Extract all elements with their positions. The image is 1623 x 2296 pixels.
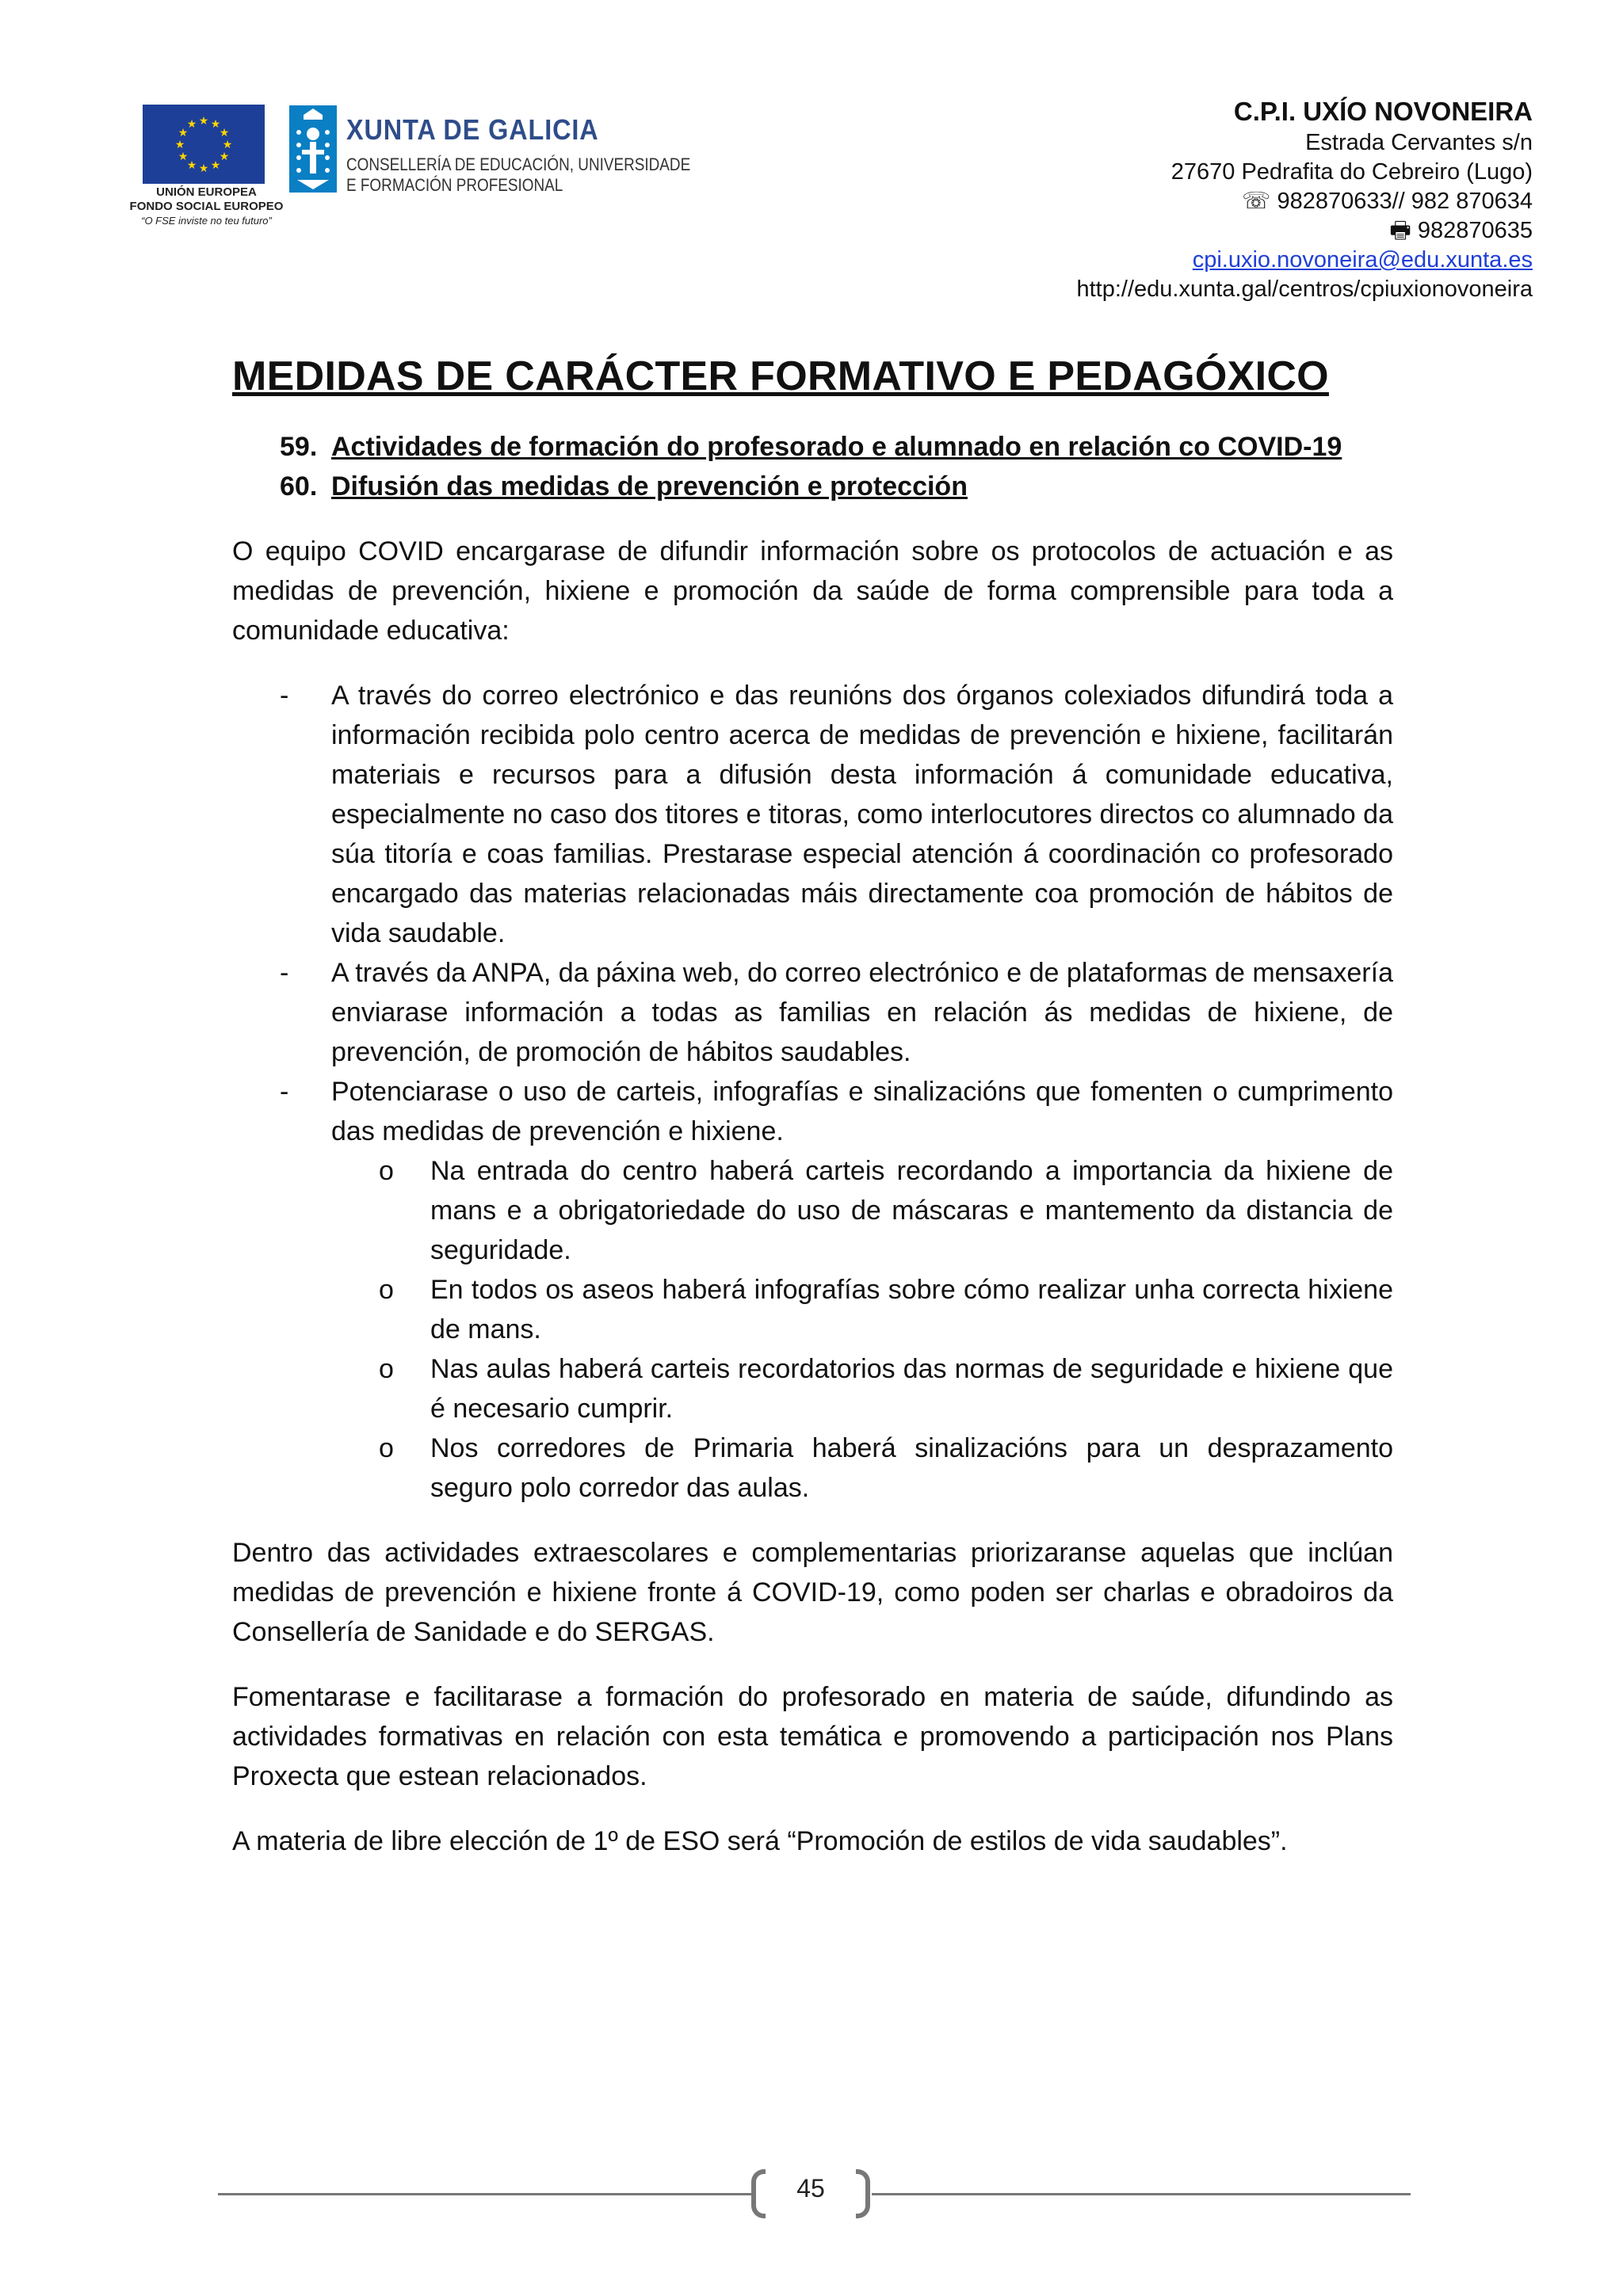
dash-list — [232, 676, 1393, 1508]
page-title: MEDIDAS DE CARÁCTER FORMATIVO E PEDAGÓXICO — [232, 353, 1329, 399]
footer-rule-left — [218, 2193, 751, 2195]
xunta-logo — [289, 105, 733, 200]
dash-list-item — [232, 676, 1393, 953]
sub-list-item — [331, 1151, 1393, 1270]
school-name: C.P.I. UXÍO NOVONEIRA — [1233, 97, 1533, 126]
paragraph-elective-subject: A materia de libre elección de 1º de ESO será “Promoción de estilos de vida saudables”. — [232, 1826, 1288, 1856]
dash-marker: - — [280, 681, 289, 711]
numbered-item — [232, 427, 1393, 467]
svg-text:★: ★ — [178, 151, 189, 163]
xunta-title: XUNTA DE GALICIA — [346, 113, 599, 146]
xunta-subtitle-line2: E FORMACIÓN PROFESIONAL — [346, 175, 563, 195]
school-website: http://edu.xunta.gal/centros/cpiuxionovoneira — [1076, 277, 1533, 302]
school-fax: 🖶 982870635 — [1389, 218, 1533, 243]
sub-list-item — [331, 1349, 1393, 1428]
footer-bracket-right — [856, 2169, 870, 2218]
footer-bracket-left — [751, 2169, 766, 2218]
xunta-subtitle-line1: CONSELLERÍA DE EDUCACIÓN, UNIVERSIDADE — [346, 154, 691, 174]
school-address-line1: Estrada Cervantes s/n — [1305, 130, 1533, 155]
school-phone: ☏ 982870633// 982 870634 — [1242, 189, 1533, 214]
sub-bullet-list — [331, 1151, 1393, 1508]
svg-text:★: ★ — [219, 127, 230, 139]
svg-text:★: ★ — [198, 115, 209, 128]
document-body — [232, 353, 1393, 1861]
school-email-link[interactable]: cpi.uxio.novoneira@edu.xunta.es — [1192, 247, 1533, 273]
sub-item-text: En todos os aseos haberá infografías sobre cómo realizar unha correcta hixiene de mans. — [430, 1275, 1393, 1344]
paragraph-teacher-training: Fomentarase e facilitarase a formación do profesorado en materia de saúde, difundindo as actividades formativas en relación con esta temática e promovendo a participación nos Plans Proxecta que estean relacionados. — [232, 1682, 1393, 1791]
item-heading: Difusión das medidas de prevención e protección — [331, 471, 968, 502]
item-heading: Actividades de formación do profesorado e alumnado en relación co COVID-19 — [331, 432, 1342, 462]
sub-item-text: Na entrada do centro haberá carteis recordando a importancia da hixiene de mans e a obrigatoriedade do uso de máscaras e mantemento da distancia de seguridade. — [430, 1156, 1393, 1265]
svg-text:★: ★ — [186, 159, 197, 172]
svg-text:★: ★ — [178, 127, 189, 139]
svg-text:★: ★ — [210, 118, 221, 131]
dash-marker: - — [280, 958, 289, 988]
school-contact-block — [1076, 95, 1533, 304]
dash-list-item — [232, 1072, 1393, 1508]
svg-text:★: ★ — [174, 139, 185, 151]
eu-logo-text-line1: UNIÓN EUROPEA — [156, 185, 257, 199]
item-number: 59. — [280, 432, 318, 462]
dash-item-text: Potenciarase o uso de carteis, infografías e sinalizacións que fomenten o cumprimento das medidas de prevención e hixiene. — [331, 1077, 1393, 1146]
numbered-item — [232, 467, 1393, 506]
eu-fse-logo — [125, 101, 288, 228]
school-address-line2: 27670 Pedrafita do Cebreiro (Lugo) — [1170, 159, 1533, 185]
eu-flag-icon — [143, 105, 265, 184]
dash-marker: - — [280, 1077, 289, 1107]
sub-list-item — [331, 1270, 1393, 1349]
galicia-emblem-icon — [289, 105, 337, 193]
sub-bullet-marker: o — [379, 1433, 394, 1463]
sub-list-item — [331, 1428, 1393, 1508]
svg-text:★: ★ — [219, 151, 230, 163]
paragraph-activities: Dentro das actividades extraescolares e complementarias priorizaranse aquelas que inclúan medidas de prevención e hixiene fronte á COVID-19, como poden ser charlas e obradoiros da Consellería de Sanidade e do SERGAS. — [232, 1538, 1393, 1647]
svg-text:★: ★ — [210, 159, 221, 172]
dash-list-item — [232, 953, 1393, 1072]
svg-text:★: ★ — [186, 118, 197, 131]
item-number: 60. — [280, 471, 318, 502]
sub-item-text: Nas aulas haberá carteis recordatorios das normas de seguridade e hixiene que é necesario cumprir. — [430, 1354, 1393, 1424]
footer-rule-right — [872, 2193, 1411, 2195]
page-number: 45 — [796, 2174, 825, 2203]
sub-bullet-marker: o — [379, 1354, 394, 1384]
dash-item-text: A través da ANPA, da páxina web, do correo electrónico e de plataformas de mensaxería enviarase información a todas as familias en relación ás medidas de hixiene, de prevención, de promoción de hábitos saudables. — [331, 958, 1393, 1067]
sub-bullet-marker: o — [379, 1156, 394, 1186]
eu-logo-text-line2: FONDO SOCIAL EUROPEO — [129, 200, 284, 213]
sub-bullet-marker: o — [379, 1275, 394, 1305]
sub-item-text: Nos corredores de Primaria haberá sinalizacións para un desprazamento seguro polo corredor das aulas. — [430, 1433, 1393, 1503]
svg-text:★: ★ — [198, 162, 209, 175]
svg-text:★: ★ — [222, 139, 233, 151]
eu-logo-slogan: “O FSE inviste no teu futuro” — [141, 215, 272, 227]
dash-item-text: A través do correo electrónico e das reunións dos órganos colexiados difundirá toda a información recibida polo centro acerca de medidas de prevención e hixiene, facilitarán materiais e recursos para a difusión desta información á comunidade educativa, especialmente no caso dos titores e titoras, como interlocutores directos co alumnado da súa titoría e coas familias. Prestarase especial atención á coordinación co profesorado encargado das materias relacionadas máis directamente coa promoción de hábitos de vida saudable. — [331, 681, 1393, 948]
intro-paragraph: O equipo COVID encargarase de difundir información sobre os protocolos de actuación e as medidas de prevención, hixiene e promoción da saúde de forma comprensible para toda a comunidade educativa: — [232, 536, 1393, 646]
